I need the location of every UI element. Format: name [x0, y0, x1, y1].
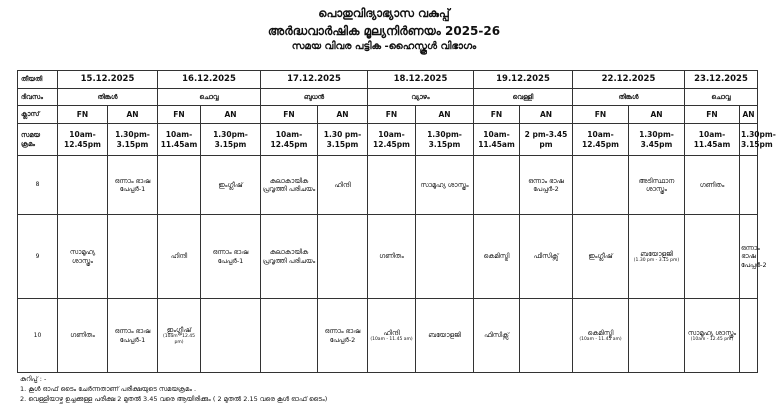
subject-cell — [201, 299, 261, 373]
subject-name: സാമൂഹ്യ ശാസ്ത്രം — [687, 328, 737, 337]
subject-cell — [416, 156, 474, 215]
subject-cell — [368, 299, 416, 373]
subject-cell — [108, 299, 158, 373]
subject-cell — [573, 299, 629, 373]
subject-name: ബയോളജി — [428, 331, 461, 340]
subject-cell — [474, 299, 520, 373]
subject-cell — [685, 299, 740, 373]
subject-cell — [368, 215, 416, 299]
subject-cell — [58, 156, 108, 215]
subject-cell — [685, 156, 740, 215]
subject-cell — [58, 215, 108, 299]
date-header: 16.12.2025 — [158, 71, 261, 89]
subject-name: ഇംഗ്ലീഷ് — [588, 252, 613, 261]
subject-cell — [368, 156, 416, 215]
day-header: വ്യാഴം — [368, 89, 474, 106]
date-header: 23.12.2025 — [685, 71, 758, 89]
subject-cell — [520, 299, 573, 373]
department-title: പൊതുവിദ്യാഭ്യാസ വകുപ്പ് — [318, 6, 450, 20]
session-time: 1.30pm-3.15pm — [201, 124, 261, 156]
note-item: 1. കൂൾ ഓഫ് ടൈം ചേർന്നതാണ് പരീക്ഷയുടെ സമയക്രമം . — [20, 385, 197, 394]
subject-cell — [261, 215, 318, 299]
session-header: AN — [629, 106, 685, 124]
subject-name: ഗണിതം — [70, 331, 95, 340]
subject-cell — [318, 299, 368, 373]
subject-name: ഒന്നാം ഭാഷ പേപ്പർ-2 — [324, 327, 361, 344]
day-header: തിങ്കൾ — [58, 89, 158, 106]
session-header: FN — [158, 106, 201, 124]
timetable-title: സമയ വിവര പട്ടിക -ഹൈസ്കൂൾ വിഭാഗം — [291, 40, 477, 52]
subject-name: ഇംഗ്ലീഷ് — [218, 180, 243, 189]
day-header: ചൊവ്വ — [685, 89, 758, 106]
session-header: FN — [685, 106, 740, 124]
exam-title: അർദ്ധവാർഷിക മൂല്യനിർണയം 2025-26 — [267, 23, 501, 38]
row-label-class: ക്ലാസ് — [18, 106, 58, 124]
subject-cell — [740, 215, 767, 299]
subject-cell — [416, 215, 474, 299]
subject-name: സാമൂഹ്യ ശാസ്ത്രം — [69, 248, 96, 265]
subject-name: കലാകായിക പ്രവൃത്തി പരിചയം — [262, 248, 316, 265]
subject-name: സാമൂഹ്യ ശാസ്ത്രം — [420, 180, 469, 189]
subject-cell — [520, 156, 573, 215]
subject-cell — [740, 299, 758, 373]
subject-name: ബയോളജി — [640, 249, 673, 258]
subject-cell — [158, 156, 201, 215]
subject-name: ഒന്നാം ഭാഷ പേപ്പർ-1 — [114, 176, 151, 193]
subject-cell — [261, 299, 318, 373]
subject-name: ഒന്നാം ഭാഷ പേപ്പർ-2 — [528, 176, 564, 193]
subject-time-note: (10am - 11.45 am) — [579, 336, 622, 342]
subject-name: ഒന്നാം ഭാഷ പേപ്പർ-1 — [212, 248, 249, 265]
session-time: 1.30pm-3.15pm — [740, 124, 758, 156]
subject-cell — [520, 215, 573, 299]
subject-cell — [629, 156, 685, 215]
session-header: FN — [58, 106, 108, 124]
subject-cell — [201, 156, 261, 215]
subject-name: ഗണിതം — [699, 180, 725, 189]
subject-name: ഒന്നാം ഭാഷ പേപ്പർ-1 — [114, 327, 151, 344]
subject-cell — [685, 215, 740, 299]
session-header: AN — [318, 106, 368, 124]
day-header: തിങ്കൾ — [573, 89, 685, 106]
session-time: 10am-11.45am — [158, 124, 201, 156]
date-header: 17.12.2025 — [261, 71, 368, 89]
exam-timetable — [17, 70, 776, 373]
subject-name: ഹിന്ദി — [334, 180, 351, 189]
day-header: ചൊവ്വ — [158, 89, 261, 106]
session-time: 1.30pm-3.15pm — [108, 124, 158, 156]
subject-name: ഗണിതം — [379, 252, 404, 261]
subject-name: കലാകായിക പ്രവൃത്തി പരിചയം — [262, 176, 316, 193]
subject-name: ഫിസിക്സ് — [533, 252, 559, 261]
subject-cell — [158, 299, 201, 373]
session-header: AN — [108, 106, 158, 124]
day-header: വെള്ളി — [474, 89, 573, 106]
date-header: 19.12.2025 — [474, 71, 573, 89]
subject-cell — [261, 156, 318, 215]
subject-cell — [318, 215, 368, 299]
subject-name: ഹിന്ദി — [383, 328, 400, 337]
subject-name: കെമിസ്ട്രി — [483, 252, 510, 261]
subject-cell — [573, 156, 629, 215]
subject-cell — [318, 156, 368, 215]
subject-cell — [474, 215, 520, 299]
subject-name: ഇംഗ്ലീഷ് — [166, 325, 192, 334]
session-time: 1.30 pm-3.15pm — [318, 124, 368, 156]
notes-section — [20, 374, 327, 404]
subject-cell — [58, 299, 108, 373]
class-label: 10 — [18, 299, 58, 373]
subject-cell — [629, 299, 685, 373]
subject-cell — [629, 215, 685, 299]
date-header: 22.12.2025 — [573, 71, 685, 89]
session-header: FN — [474, 106, 520, 124]
session-time: 1.30pm-3.15pm — [416, 124, 474, 156]
session-header: FN — [261, 106, 318, 124]
session-header: FN — [573, 106, 629, 124]
session-header: AN — [416, 106, 474, 124]
session-time: 10am-12.45pm — [58, 124, 108, 156]
subject-cell — [158, 215, 201, 299]
session-time: 10am-12.45pm — [261, 124, 318, 156]
subject-cell — [108, 156, 158, 215]
subject-name: അടിസ്ഥാന ശാസ്ത്രം — [638, 176, 675, 193]
session-time: 10am-11.45am — [474, 124, 520, 156]
subject-cell — [740, 156, 758, 215]
subject-name: കെമിസ്ട്രി — [587, 328, 614, 337]
session-time: 1.30pm-3.45pm — [629, 124, 685, 156]
subject-cell — [474, 156, 520, 215]
subject-cell — [416, 299, 474, 373]
session-header: AN — [740, 106, 758, 124]
subject-cell — [108, 215, 158, 299]
row-label-time: സമയ ക്രമം — [18, 124, 58, 156]
session-time: 2 pm-3.45 pm — [520, 124, 573, 156]
session-header: AN — [520, 106, 573, 124]
session-header: AN — [201, 106, 261, 124]
subject-time-note: (10am - 12.45 pm) — [163, 333, 195, 345]
session-time: 10am-12.45pm — [368, 124, 416, 156]
day-header: ബുധൻ — [261, 89, 368, 106]
subject-name: ഒന്നാം ഭാഷ പേപ്പർ-2 — [741, 244, 767, 269]
subject-time-note: (10am - 12.45 pm) — [690, 336, 734, 342]
row-label-day: ദിവസം — [18, 89, 58, 106]
session-time: 10am-11.45am — [685, 124, 740, 156]
subject-name: ഹിന്ദി — [170, 252, 188, 261]
subject-name: ഫിസിക്സ് — [484, 331, 509, 340]
row-label-date: തീയതി — [18, 71, 58, 89]
subject-time-note: (1.30 pm - 3.15 pm) — [633, 257, 680, 263]
subject-cell — [573, 215, 629, 299]
date-header: 18.12.2025 — [368, 71, 474, 89]
subject-cell — [201, 215, 261, 299]
class-label: 8 — [18, 156, 58, 215]
note-item: 2. വെള്ളിയാഴ്ച ഉച്ചക്കുള്ള പരീക്ഷ 2 മുതൽ 3.45 വരെ ആയിരിക്കും ( 2 മുതൽ 2.15 വരെ കൂൾ ഓഫ് ടൈം) — [20, 395, 328, 404]
session-time: 10am-12.45pm — [573, 124, 629, 156]
date-header: 15.12.2025 — [58, 71, 158, 89]
subject-time-note: (10am - 11.45 am) — [370, 336, 413, 342]
class-label: 9 — [18, 215, 58, 299]
notes-title: കുറിപ്പ് : - — [20, 375, 47, 383]
session-header: FN — [368, 106, 416, 124]
